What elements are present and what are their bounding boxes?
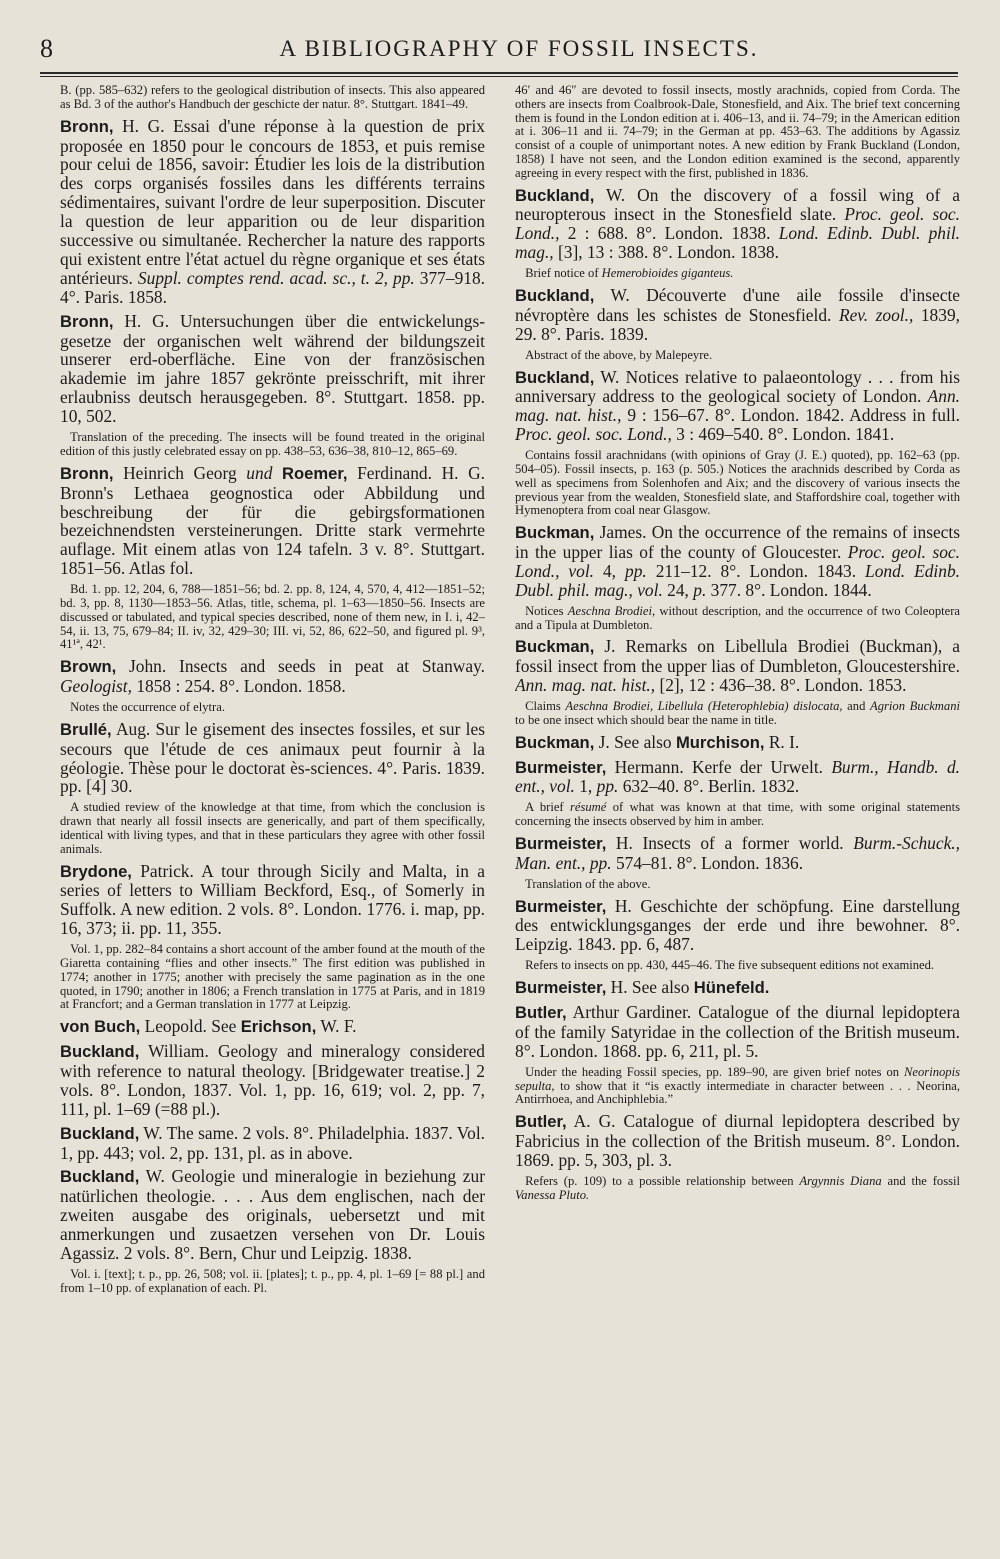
author-name: Hünefeld. [693,978,770,998]
author-name: Brydone, [60,861,132,881]
entry-text: of what was known at that time, with some original statements concerning the insects observed by him in amber. [515,800,960,829]
annotation-note [60,943,485,1012]
entry-text: Vol. i. [text]; t. p., pp. 26, 508; vol. ii. [plates]; t. p., pp. 4, pl. 1–69 [= 88 pl.] and from 1–10 pp. of explanation of each. Pl. [60,1267,485,1295]
bibliography-entry [60,312,485,426]
running-title: A BIBLIOGRAPHY OF FOSSIL INSECTS. [279,36,759,61]
author-name: Buckland, [60,1042,140,1062]
entry-text: 24, [662,579,694,600]
entry-text: William. Geology and mineralogy considered with reference to natural theology. [Bridgewater treatise.] 2 vols. 8°. London, 1837. Vol. 1, pp. 16, 619; vol. 2, pp. 7, 111, pl. 1–69 (=88 pl.). [60,1041,485,1119]
author-name: Buckland, [60,1123,140,1143]
annotation-note [515,605,960,633]
bibliography-entry [515,286,960,344]
author-name: Buckland, [515,367,595,387]
author-name: Burmeister, [515,978,607,998]
bibliography-entry [60,117,485,307]
author-name: Roemer, [282,463,348,483]
entry-text: Ferdinand. H. G. Bronn's Lethaea geognostica oder Abbildung und beschreibung der für die gebirgsformationen bezeichnendsten versteinerungen. Dritte stark vermehrte auflage. Mit einem atlas von 124 tafeln. 3 v. 8°. Stuttgart. 1851–56. Atlas fol. [60,462,485,579]
italic-text: Ann. mag. nat. hist., [515,386,960,426]
entry-text: Claims [525,699,566,714]
entry-text: W. Découverte d'une aile fossile d'insecte névroptère dans les schistes de Stonesfield. [515,285,960,325]
entry-text: Refers to insects on pp. 430, 445–46. The five subsequent editions not examined. [525,958,935,973]
italic-text: Rev. zool., [838,304,914,325]
right-column [515,84,960,1544]
bibliography-entry [515,523,960,600]
bibliography-entry [60,1167,485,1263]
author-name: Bronn, [60,311,114,331]
entry-text: Vol. 1, pp. 282–84 contains a short account of the amber found at the mouth of the Giaretta containing “flies and other insects.” The first edition was published in 1774; another in 1775; another with precisely the same pagination as in the one quoted, in 1790; another in 1806; a French translation in 1775 at Paris, and in 1819 at Francfort; and a German translation in 1777 at Leipzig. [60,942,485,1012]
entry-text: Leopold. See [140,1016,241,1037]
author-name: Butler, [515,1112,567,1132]
italic-text: pp. [596,776,619,797]
bibliography-entry [60,464,485,578]
annotation-note [60,1268,485,1296]
bibliography-entry [515,637,960,695]
entry-text: 2 : 688. 8°. London. 1838. [559,223,779,244]
entry-text: Aug. Sur le gisement des insectes fossiles, et sur les secours que l'étude de ces animaux peut fournir à la géologie. Thèse pour le doctorat ès-sciences. 4°. Paris. 1839. pp. [4] 30. [60,718,485,797]
author-name: Buckland, [60,1167,140,1187]
entry-text: 3 : 469–540. 8°. London. 1841. [671,424,895,445]
entry-text: W. The same. 2 vols. 8°. Philadelphia. 1837. Vol. 1, pp. 443; vol. 2, pp. 131, pl. as in above. [60,1122,485,1163]
bibliography-entry [515,186,960,263]
entry-text: Arthur Gardiner. Catalogue of the diurnal lepidoptera of the family Satyridae in the collection of the British museum. 8°. London. 1868. pp. 6, 211, pl. 5. [515,1002,960,1061]
entry-text: 4, [594,560,625,581]
entry-text: R. I. [764,731,800,752]
italic-text: Suppl. comptes rend. acad. sc., t. 2, pp. [137,267,415,288]
annotation-note [515,267,960,281]
italic-text: Proc. geol. soc. Lond., vol. [515,542,960,581]
bibliography-entry [515,897,960,955]
bibliography-entry [60,657,485,696]
author-name: Erichson, [240,1017,317,1037]
bibliography-entry [60,1124,485,1163]
italic-text: und [246,462,273,483]
header-rule [40,72,958,74]
entry-text: to be one insect which should bear the name in title. [515,712,777,727]
italic-text: Burm., Handb. d. ent., vol. [515,756,960,797]
entry-text: Under the heading Fossil species, pp. 189–90, are given brief notes on [525,1064,905,1079]
author-name: Buckman, [515,523,595,543]
entry-text: H. See also [606,977,694,998]
entry-text: J. Remarks on Libellula Brodiei (Buckman), a fossil insect from the upper lias of Dumbleton, Gloucestershire. [515,636,960,677]
entry-text: 9 : 156–67. 8°. London. 1842. Address in full. [621,405,960,426]
italic-text: Ann. mag. nat. hist., [515,675,656,696]
entry-text: 211–12. 8°. London. 1843. [646,560,866,581]
entry-text: J. See also [594,731,676,752]
entry-text: A. G. Catalogue of diurnal lepidoptera described by Fabricius in the collection of the British museum. 8°. London. 1869. pp. 5, 303, pl. 3. [515,1111,960,1170]
author-name: Murchison, [675,732,765,752]
page-header [40,32,958,68]
entry-text: [3], 13 : 388. 8°. London. 1838. [553,242,779,263]
italic-text: résumé [569,800,607,815]
header-rule-thin [40,76,958,77]
entry-text: Notes the occurrence of elytra. [70,699,225,714]
bibliography-entry [60,720,485,797]
italic-text: pp. [625,560,647,581]
bibliography-entry [515,758,960,797]
annotation-note [60,84,485,112]
italic-text: Vanessa Pluto. [515,1187,590,1202]
entry-text: H. G. Essai d'une réponse à la question de prix proposée en 1850 pour le concours de 1853, et puis remise pour celui de 1856, savoir: Étudier les lois de la distribution des corps organisés fossiles dans les différents terrains sédimentaires, suivant l'ordre de leur superposition. Discuter la question de leur apparition ou de leur disparition successive ou simultanée. Rechercher la nature des rapports qui existent entre l'état actuel du règne organique et ses états antérieurs. [60,115,485,288]
annotation-note [60,583,485,652]
annotation-note [515,449,960,518]
annotation-note [515,878,960,892]
italic-text: Proc. geol. soc. Lond., [515,424,672,445]
italic-text: Aeschna Brodiei, Libellula (Heterophlebia) dislocata, [565,699,843,714]
entry-text: Patrick. A tour through Sicily and Malta, in a series of letters to William Beckford, Esq., of Somerly in Suffolk. A new edition. 2 vols. 8°. London. 1776. i. map, pp. 16, 373; ii. pp. 11, 355. [60,860,485,939]
annotation-note [515,1175,960,1203]
entry-text: Translation of the preceding. The insects will be found treated in the original edition of this justly celebrated essay on pp. 438–53, 636–38, 810–12, 865–69. [60,430,485,458]
entry-text: H. Insects of a former world. [606,832,854,853]
annotation-note [60,701,485,715]
entry-text: Notices [525,603,568,618]
entry-text: 46′ and 46″ are devoted to fossil insects, mostly arachnids, copied from Corda. The others are insects from Coalbrook-Dale, Stonesfield, and Aix. The brief text concerning them is found in the London edition at i. 406–13, and ii. 74–79; in the American edition at i. 306–11 and ii. 74–79; in the German at pp. 453–63. The additions by Agassiz consist of a couple of unimportant notes. A new edition by Frank Buckland (London, 1858) I have not seen, and the London edition examined is the second, apparently agreeing in every respect with the first, published in 1836. [515,84,960,180]
annotation-note [60,801,485,856]
entry-text: 1858 : 254. 8°. London. 1858. [131,676,346,697]
italic-text: Lond. Edinb. Dubl. phil. mag., vol. [515,560,960,600]
entry-text: 1, [574,776,597,797]
bibliography-entry [515,733,960,753]
entry-text: 632–40. 8°. Berlin. 1832. [618,776,800,797]
left-column [60,84,485,1544]
page-number: 8 [40,34,53,63]
entry-text: H. Geschichte der schöpfung. Eine darstellung des entwicklungsganges der erde und ihre bewohner. 8°. Leipzig. 1843. pp. 6, 487. [515,895,960,955]
entry-text: John. Insects and seeds in peat at Stanway. [116,656,485,677]
entry-text: H. G. Untersuchungen über die entwickelungs-gesetze der organischen welt während der bildungszeit unserer erd-oberfläche. Eine von der französischen akademie im jahre 1857 gekrönte preisschrift, mit ihrer erlaubniss deutsch herausgegeben. 8°. Stuttgart. 1858. pp. 10, 502. [60,310,485,427]
bibliography-entry [515,1112,960,1170]
entry-text: Translation of the above. [525,876,651,891]
entry-text: A brief [525,800,570,815]
entry-text: A studied review of the knowledge at that time, from which the conclusion is drawn that nearly all fossil insects are generically, and part of them specifically, identical with living types, and that in these particulars they agree with other fossil animals. [60,800,485,856]
italic-text: Proc. geol. soc. Lond., [515,204,960,244]
author-name: Bronn, [60,463,114,483]
annotation-note [515,1066,960,1107]
author-name: Burmeister, [515,757,607,777]
bibliography-entry [515,834,960,873]
entry-text: Hermann. Kerfe der Urwelt. [606,756,832,777]
entry-text: to show that it “is exactly intermediate in character between . . . Neorina, Antirrhoea, and Anchiphlebia.” [515,1078,960,1107]
italic-text: Agrion Buckmani [870,699,960,714]
entry-text: W. Notices relative to palaeontology . . . from his anniversary address to the geological society of London. [515,366,960,407]
author-name: Brown, [60,657,117,677]
italic-text: Lond. Edinb. Dubl. phil. mag., [515,223,960,263]
entry-text [272,463,282,483]
annotation-note [515,84,960,181]
bibliography-entry [515,978,960,998]
entry-text: Bd. 1. pp. 12, 204, 6, 788—1851–56; bd. 2. pp. 8, 124, 4, 570, 4, 412—1851–52; bd. 3, pp. 8, 1130—1853–56. Atlas, title, schema, pl. 1–63—1850–56. Insects are discussed or tabulated, and typical species described, none of them new, in I. i, 42–54, ii. 13, 75, 679–84; II. iv, 32, 429–30; III. vi, 52, 86, 622–50, and figured pl. 9³, 41¹ª, 42¹. [60,582,485,652]
entry-text: B. (pp. 585–632) refers to the geological distribution of insects. This also appeared as Bd. 3 of the author's Handbuch der geschicte der natur. 8°. Stuttgart. 1841–49. [60,84,485,111]
author-name: Burmeister, [515,833,607,853]
entry-text: 574–81. 8°. London. 1836. [611,852,804,873]
entry-text: Heinrich Georg [113,462,247,483]
entry-text: Abstract of the above, by Malepeyre. [525,347,713,362]
entry-text: Brief notice of [525,266,602,281]
bibliography-entry [60,1042,485,1119]
entry-text: W. F. [316,1016,357,1037]
bibliography-entry [515,1003,960,1061]
italic-text: Aeschna Brodiei, [567,603,656,618]
annotation-note [515,959,960,973]
annotation-note [515,801,960,829]
entry-text: and the fossil [881,1173,960,1188]
author-name: Butler, [515,1003,567,1022]
italic-text: p. [693,579,707,600]
author-name: Burmeister, [515,896,607,916]
entry-text: James. On the occurrence of the remains of insects in the upper lias of the county of Gloucester. [515,522,960,563]
entry-text: 377–918. 4°. Paris. 1858. [60,267,485,307]
entry-text: 1839, 29. 8°. Paris. 1839. [515,304,960,344]
bibliography-entry [60,862,485,939]
annotation-note [515,349,960,363]
author-name: von Buch, [60,1017,141,1037]
author-name: Brullé, [60,719,112,739]
entry-text: 377. 8°. London. 1844. [706,579,872,600]
italic-text: Argynnis Diana [799,1173,882,1188]
entry-text: Refers (p. 109) to a possible relationship between [525,1173,800,1188]
author-name: Bronn, [60,116,114,136]
italic-text: Hemerobioides giganteus. [601,266,734,281]
entry-text: Contains fossil arachnidans (with opinions of Gray (J. E.) quoted), pp. 162–63 (pp. 504–05). Fossil insects, p. 163 (p. 505.) Notices the arachnids described by Corda as well as specimens from Solenhofen and Aix; and the discovery of various insects the previous year from the wealden, Stonesfield slate, and Staffordshire coal, together with Hymenoptera from coal near Glasgow. [515,448,960,518]
entry-text: W. On the discovery of a fossil wing of a neuropterous insect in the Stonesfield slate. [515,184,960,225]
bibliography-entry [515,368,960,445]
italic-text: Burm.-Schuck., Man. ent., pp. [515,832,960,873]
annotation-note [60,431,485,459]
entry-text: [2], 12 : 436–38. 8°. London. 1853. [655,675,907,696]
bibliography-entry [60,1017,485,1037]
author-name: Buckman, [515,637,595,657]
entry-text: without description, and the occurrence of two Coleoptera and a Tipula at Dumbleton. [515,603,960,632]
italic-text: Geologist, [60,676,132,697]
author-name: Buckman, [515,732,595,752]
author-name: Buckland, [515,185,595,205]
entry-text: and [842,699,871,714]
author-name: Buckland, [515,286,595,305]
entry-text: W. Geologie und mineralogie in beziehung zur natürlichen theologie. . . . Aus dem englischen, nach der zweiten ausgabe des originals, uebersetzt und mit anmerkungen und zusaetzen versehen von Dr. Louis Agassiz. 2 vols. 8°. Bern, Chur und Leipzig. 1838. [60,1166,485,1264]
italic-text: Neorinopis sepulta, [515,1064,960,1093]
annotation-note [515,700,960,728]
